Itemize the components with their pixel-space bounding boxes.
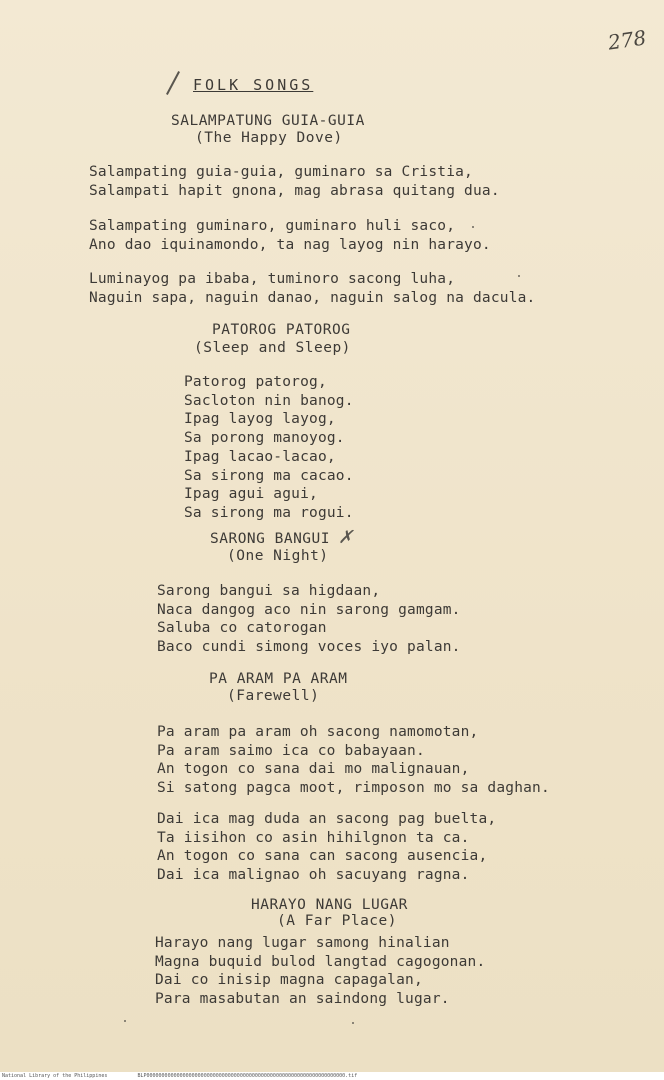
verse-line: Sa sirong ma rogui. (184, 504, 354, 521)
song-title: SALAMPATUNG GUIA-GUIA (171, 113, 365, 129)
verse-line: Sa porong manoyog. (184, 430, 345, 447)
verse-line: Salampati hapit gnona, mag abrasa quitang dua. (89, 182, 500, 199)
verse-line: Sacloton nin banog. (184, 392, 354, 409)
verse-line: Sarong bangui sa higdaan, (157, 583, 381, 599)
stanza (89, 270, 536, 307)
speck (352, 1022, 354, 1024)
verse-line: Si satong pagca moot, rimposon mo sa daghan. (157, 780, 550, 797)
verse-line: Sa sirong ma cacao. (184, 467, 354, 484)
song-title: SARONG BANGUI (210, 531, 330, 547)
verse-line: An togon co sana can sacong ausencia, (157, 848, 488, 865)
verse-line: Saluba co catorogan (157, 620, 327, 637)
verse-line: Ta iisihon co asin hihilgnon ta ca. (157, 829, 470, 846)
scan-footer (0, 1072, 664, 1080)
verse-line: Baco cundi simong voces iyo palan. (157, 639, 461, 656)
verse-line: Salampating guminaro, guminaro huli saco, (89, 218, 456, 234)
verse-line: Pa aram pa aram oh sacong namomotan, (157, 724, 479, 740)
speck (472, 226, 474, 228)
footer-right: BLP000000000000000000000000000000000000000000000000000000000000000000.tif (137, 1073, 358, 1079)
pen-mark (166, 71, 180, 95)
speck (518, 275, 520, 277)
stanza (157, 810, 496, 885)
stanza (155, 934, 485, 1009)
song-title: PA ARAM PA ARAM (209, 671, 348, 687)
verse-line: Para masabutan an saindong lugar. (155, 991, 450, 1008)
song-title: PATOROG PATOROG (212, 322, 351, 338)
main-title: FOLK SONGS (193, 76, 314, 94)
verse-line: Ipag agui agui, (184, 486, 318, 503)
verse-line: Patorog patorog, (184, 374, 327, 390)
stanza (89, 217, 491, 254)
verse-line: Dai co inisip magna capagalan, (155, 972, 423, 989)
speck (124, 1020, 126, 1022)
footer-left: National Library of the Philippines (2, 1073, 108, 1079)
song-subtitle: (One Night) (227, 548, 329, 564)
verse-line: Pa aram saimo ica co babayaan. (157, 742, 425, 759)
song-subtitle: (A Far Place) (277, 913, 397, 929)
song-title: HARAYO NANG LUGAR (251, 897, 408, 913)
verse-line: Dai ica malignao oh sacuyang ragna. (157, 867, 470, 884)
stanza (157, 582, 461, 657)
verse-line: Naca dangog aco nin sarong gamgam. (157, 601, 461, 618)
verse-line: Naguin sapa, naguin danao, naguin salog na dacula. (89, 289, 536, 306)
song-subtitle: (Sleep and Sleep) (194, 340, 351, 356)
song-subtitle: (The Happy Dove) (195, 130, 343, 146)
verse-line: Luminayog pa ibaba, tuminoro sacong luha, (89, 271, 456, 287)
verse-line: An togon co sana dai mo malignauan, (157, 761, 470, 778)
pen-mark: ✗ (338, 527, 354, 548)
verse-line: Salampating guia-guia, guminaro sa Cristia, (89, 164, 473, 180)
verse-line: Ipag lacao-lacao, (184, 448, 336, 465)
verse-line: Ipag layog layog, (184, 411, 336, 428)
stanza (157, 723, 550, 798)
verse-line: Harayo nang lugar samong hinalian (155, 935, 450, 951)
verse-line: Ano dao iquinamondo, ta nag layog nin harayo. (89, 236, 491, 253)
song-subtitle: (Farewell) (227, 688, 320, 704)
page-number: 278 (606, 25, 648, 55)
stanza (89, 163, 500, 200)
verse-line: Magna buquid bulod langtad cagogonan. (155, 953, 486, 970)
stanza (184, 373, 354, 523)
verse-line: Dai ica mag duda an sacong pag buelta, (157, 811, 497, 827)
